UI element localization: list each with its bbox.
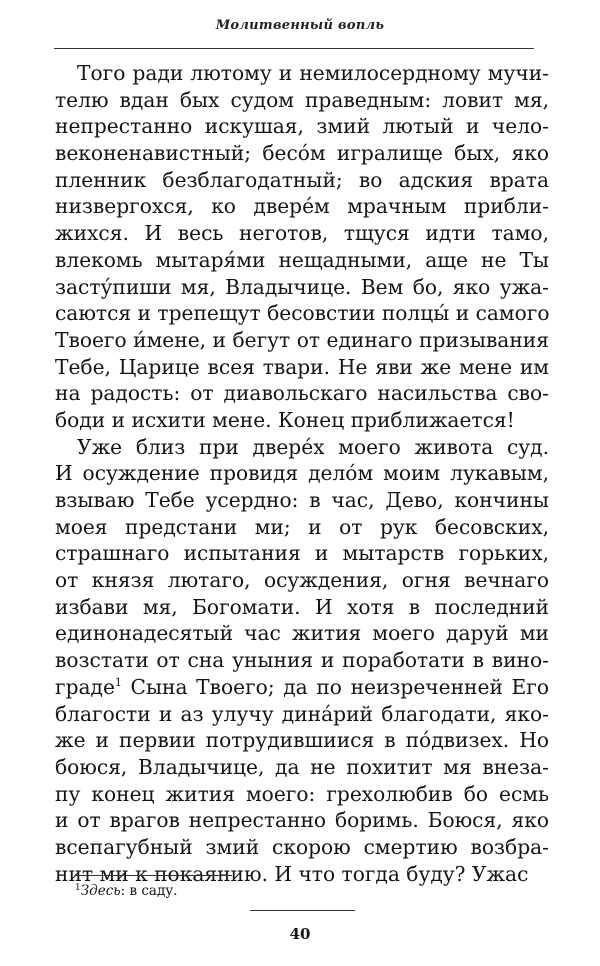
footnote: [75, 883, 178, 899]
text-line: [55, 60, 549, 87]
text-line-content: благости и аз улучу дина́рий благодати, яко-: [55, 701, 549, 726]
text-line-content: телю вдан бых судом праведным: ловит мя,: [55, 87, 549, 112]
text-line: [55, 781, 549, 808]
text-line-content: веконенавистный; бесо́м игралище бых, яко: [55, 141, 549, 166]
text-line: [55, 113, 549, 140]
text-line: [55, 540, 549, 567]
text-line-content: Уже близ при двере́х моего живота суд.: [77, 434, 549, 459]
text-line-continuation: Сына Твоего; да по неизреченней Его: [121, 674, 549, 699]
text-line: [55, 274, 549, 301]
text-line-content: Того ради лютому и немилосердному мучи-: [77, 61, 549, 85]
text-line: [55, 407, 549, 434]
text-line-content: низвергохся, ко двере́м мрачным прибли-: [55, 194, 549, 219]
text-line: [55, 380, 549, 407]
text-line-content: граде: [55, 674, 115, 699]
text-line-content: избави мя, Богомати. И хотя в последний: [55, 594, 549, 619]
text-line: [55, 674, 549, 701]
text-line: [55, 620, 549, 647]
text-line: [55, 807, 549, 834]
text-line-content: боди и исхити мене. Конец приближается!: [55, 407, 515, 432]
text-line: [55, 567, 549, 594]
text-line: [55, 140, 549, 167]
text-line: [55, 220, 549, 247]
text-line: [55, 647, 549, 674]
text-line-content: же и первии потрудившиися в по́двизех. Но: [55, 728, 549, 753]
text-line: [55, 434, 549, 461]
text-line: [55, 727, 549, 754]
text-line: [55, 594, 549, 621]
text-line-content: возстати от сна уныния и поработати в вино-: [55, 648, 549, 673]
text-line: [55, 487, 549, 514]
text-line-content: саются и трепещут бесовстии полцы́ и самого: [55, 301, 550, 326]
text-line: [55, 247, 549, 274]
text-line-content: пу конец жития моего: грехолюбив бо есмь: [55, 781, 549, 806]
text-line-content: влекомь мытаря́ми нещадными, аще не Ты: [55, 247, 549, 272]
text-line-content: жихся. И весь неготов, тщуся идти тамо,: [55, 221, 549, 246]
text-line-content: пленник безблагодатный; во адския врата: [55, 167, 549, 192]
text-line: [55, 514, 549, 541]
footnote-text: : в саду.: [120, 883, 178, 899]
text-line-content: на радость: от диавольскаго насильства сво-: [55, 381, 549, 406]
page-number: 40: [289, 925, 311, 943]
text-line: [55, 754, 549, 781]
running-head: Молитвенный вопль: [215, 18, 385, 33]
text-line: [55, 87, 549, 114]
footnote-term: Здесь: [80, 883, 121, 899]
text-line-content: И осуждение провидя дело́м моим лукавым,: [55, 461, 549, 486]
text-line-content: засту́пиши мя, Владычице. Вем бо, яко ужа-: [55, 274, 549, 299]
footnote-rule: [75, 875, 232, 876]
header-rule: [54, 48, 534, 49]
text-line: [55, 167, 549, 194]
text-line-content: нит ми к покаянию. И что тогда буду? Ужас: [55, 861, 529, 886]
text-line: [55, 193, 549, 220]
text-line-content: Твоего и́мене, и бегут от единаго призывания: [55, 327, 549, 352]
text-line: [55, 300, 549, 327]
text-line: [55, 460, 549, 487]
text-line-content: всепагубный змий скорою смертию возбра-: [55, 834, 549, 859]
text-line-content: Тебе, Царице всея твари. Не яви же мене им: [55, 354, 549, 379]
text-line-content: боюся, Владычице, да не похитит мя внеза-: [55, 754, 549, 779]
text-line-content: моея предстани ми; и от рук бесовских,: [55, 514, 549, 539]
text-line-content: единонадесятый час жития моего даруй ми: [55, 621, 549, 646]
text-line: [55, 354, 549, 381]
footnote-number: 1: [75, 883, 81, 893]
text-line: [55, 834, 549, 861]
text-line-content: непрестанно искушая, змий лютый и чело-: [55, 114, 549, 139]
text-line: [55, 701, 549, 728]
body-text: [55, 60, 549, 887]
footnote-reference[interactable]: 1: [114, 675, 122, 689]
text-line-content: от князя лютаго, осуждения, огня вечнаго: [55, 568, 549, 593]
text-line-content: страшнаго испытания и мытарств горьких,: [55, 541, 549, 566]
text-line-content: взываю Тебе усердно: в час, Дево, кончины: [55, 488, 549, 512]
text-line: [55, 327, 549, 354]
page-number-rule: [250, 910, 355, 911]
text-line-content: и от врагов непрестанно боримь. Боюся, яко: [55, 808, 549, 833]
